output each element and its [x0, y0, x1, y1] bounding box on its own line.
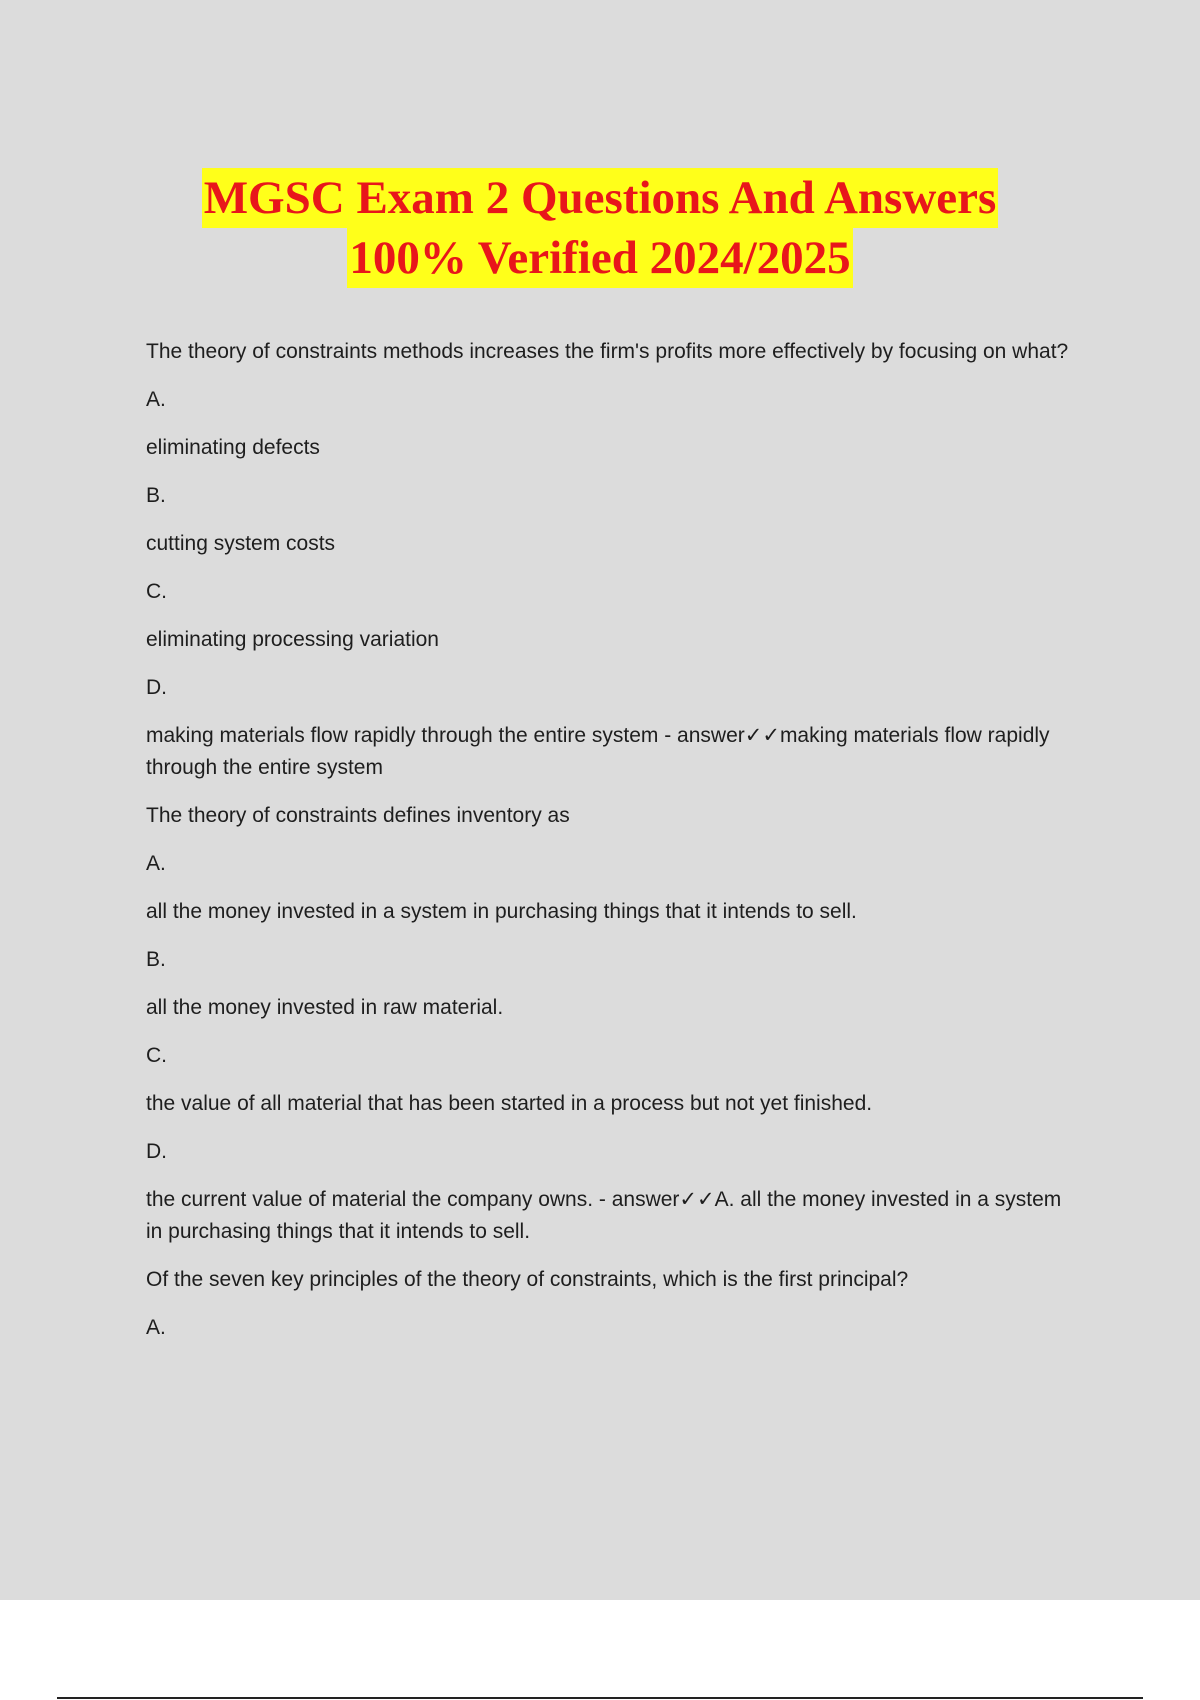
question-1-option-c-label: C.: [146, 580, 167, 603]
question-3-text: Of the seven key principles of the theory of constraints, which is the first principal?: [146, 1268, 909, 1291]
question-1-option-a-text: eliminating defects: [146, 436, 320, 459]
question-2-option-a-text: all the money invested in a system in purchasing things that it intends to sell.: [146, 900, 857, 923]
footer-rule: [57, 1697, 1143, 1699]
document-title: [0, 168, 1200, 288]
question-2-option-d-answer: the current value of material the company owns. - answer✓✓A. all the money invested in a system in purchasing things that it intends to sell.: [146, 1188, 1062, 1243]
question-1-text: The theory of constraints methods increases the firm's profits more effectively by focusing on what?: [146, 340, 1069, 363]
question-1-option-a-label: A.: [146, 388, 166, 411]
question-2-option-c-text: the value of all material that has been started in a process but not yet finished.: [146, 1092, 873, 1115]
question-2-option-a-label: A.: [146, 852, 166, 875]
question-2-option-c-label: C.: [146, 1044, 167, 1067]
question-2-option-b-text: all the money invested in raw material.: [146, 996, 504, 1019]
question-1-option-d-answer: making materials flow rapidly through the entire system - answer✓✓making materials flow rapidly through the entire system: [146, 724, 1050, 779]
question-1-option-d-label: D.: [146, 676, 167, 699]
title-line-1: MGSC Exam 2 Questions And Answers: [202, 168, 999, 228]
document-body: [146, 336, 1076, 1360]
question-1-option-b-label: B.: [146, 484, 166, 507]
question-2-option-d-label: D.: [146, 1140, 167, 1163]
question-2-option-b-label: B.: [146, 948, 166, 971]
question-3-option-a-label: A.: [146, 1316, 166, 1339]
title-line-2: 100% Verified 2024/2025: [347, 228, 852, 288]
question-1-option-c-text: eliminating processing variation: [146, 628, 439, 651]
question-1-option-b-text: cutting system costs: [146, 532, 336, 555]
question-2-text: The theory of constraints defines inventory as: [146, 804, 570, 827]
